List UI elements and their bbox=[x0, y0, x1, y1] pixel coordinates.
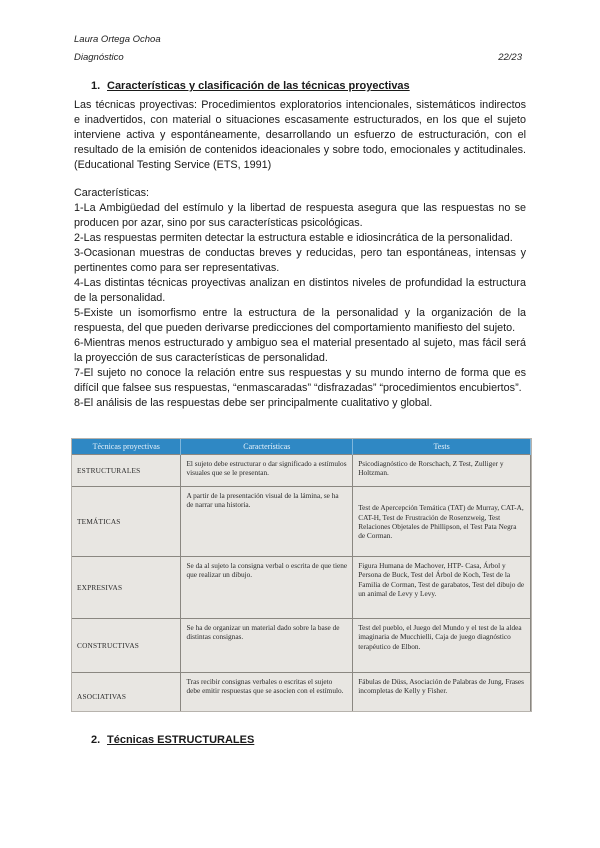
section-1-heading bbox=[91, 80, 410, 92]
table-cell-type: TEMÁTICAS bbox=[72, 487, 181, 557]
section-2-heading bbox=[91, 734, 254, 746]
list-item: 3-Ocasionan muestras de conductas breves y reducidas, pero tan espontáneas, intensas y pertinentes como para ser representativas. bbox=[74, 247, 526, 274]
list-item: 6-Mientras menos estructurado y ambiguo sea el material presentado al sujeto, mas fácil será la proyección de sus características de personalidad. bbox=[74, 337, 526, 364]
table-header-row bbox=[72, 439, 531, 455]
table-header-cell: Técnicas proyectivas bbox=[72, 439, 181, 455]
table-cell-characteristics: Se da al sujeto la consigna verbal o escrita de que tiene que realizar un dibujo. bbox=[181, 557, 353, 619]
table-row bbox=[72, 557, 531, 619]
table-cell-tests: Test de Apercepción Temática (TAT) de Murray, CAT-A, CAT-H, Test de Frustración de Rosenzweig, Test Relaciones Objetales de Phillipson, el Test Pata Negra de Corman. bbox=[353, 487, 531, 557]
list-item: 4-Las distintas técnicas proyectivas analizan en distintos niveles de profundidad la estructura de la personalidad. bbox=[74, 277, 526, 304]
section-1-title: Características y clasificación de las técnicas proyectivas bbox=[107, 80, 410, 92]
characteristics-list bbox=[74, 201, 526, 411]
table-cell-characteristics: A partir de la presentación visual de la lámina, se ha de narrar una historia. bbox=[181, 487, 353, 557]
intro-paragraph: Las técnicas proyectivas: Procedimientos exploratorios intencionales, sistemáticos indirectos e inadvertidos, con material o situaciones escasamente estructurados, en los que el sujeto interviene activa y espontáneamente, desarrollando un esfuerzo de estructuración, con el resultado de la emisión de contenidos ideacionales y sobre todo, emocionales y actitudinales. (Educational Testing Service (ETS, 1991) bbox=[74, 99, 526, 171]
list-item: 7-El sujeto no conoce la relación entre sus respuestas y su mundo interno de forma que es difícil que falsee sus respuestas, “enmascaradas” “disfrazadas” “procedimientos encubiertos”. bbox=[74, 367, 526, 394]
table-cell-type: CONSTRUCTIVAS bbox=[72, 619, 181, 673]
list-item: 5-Existe un isomorfismo entre la estructura de la personalidad y la organización de la respuesta, del que pueden derivarse predicciones del comportamiento manifiesto del sujeto. bbox=[74, 307, 526, 334]
table-row bbox=[72, 487, 531, 557]
list-item: 2-Las respuestas permiten detectar la estructura estable e idiosincrática de la personalidad. bbox=[74, 232, 513, 244]
table-row bbox=[72, 619, 531, 673]
section-2-number: 2. bbox=[91, 734, 101, 746]
table-cell-characteristics: El sujeto debe estructurar o dar significado a estímulos visuales que se le presentan. bbox=[181, 455, 353, 487]
table-cell-tests: Test del pueblo, el Juego del Mundo y el test de la aldea imaginaria de Mucchielli, Caja de juego diagnóstico terapéutico de Elbon. bbox=[353, 619, 531, 673]
characteristics-title: Características: bbox=[74, 187, 149, 199]
section-1-number: 1. bbox=[91, 80, 101, 92]
table-header-cell: Tests bbox=[353, 439, 531, 455]
section-2-title: Técnicas ESTRUCTURALES bbox=[107, 734, 255, 746]
list-item: 8-El análisis de las respuestas debe ser principalmente cualitativo y global. bbox=[74, 397, 433, 409]
table-cell-type: ESTRUCTURALES bbox=[72, 455, 181, 487]
projective-techniques-table bbox=[72, 439, 531, 712]
header-subject: Diagnóstico bbox=[74, 52, 124, 63]
table-header-cell: Características bbox=[181, 439, 353, 455]
table-cell-tests: Figura Humana de Machover, HTP- Casa, Árbol y Persona de Buck, Test del Árbol de Koch, Test de la Familia de Corman, Test de garabatos, Test del dibujo de un animal de Levy y Levy. bbox=[353, 557, 531, 619]
header-page-number: 22/23 bbox=[498, 52, 522, 63]
table-cell-tests: Fábulas de Düss, Asociación de Palabras de Jung, Frases incompletas de Kelly y Fisher. bbox=[353, 673, 531, 713]
projective-techniques-table-image bbox=[71, 438, 532, 712]
table-cell-type: ASOCIATIVAS bbox=[72, 673, 181, 713]
list-item: 1-La Ambigüedad del estímulo y la libertad de respuesta asegura que las respuestas no se producen por azar, sino por sus características psicológicas. bbox=[74, 202, 526, 229]
table-cell-tests: Psicodiagnóstico de Rorschach, Z Test, Zulliger y Holtzman. bbox=[353, 455, 531, 487]
header-author: Laura Ortega Ochoa bbox=[74, 34, 161, 45]
table-cell-characteristics: Se ha de organizar un material dado sobre la base de distintas consignas. bbox=[181, 619, 353, 673]
table-row bbox=[72, 673, 531, 713]
table-cell-characteristics: Tras recibir consignas verbales o escritas el sujeto debe emitir respuestas que se asocien con el estímulo. bbox=[181, 673, 353, 713]
table-row bbox=[72, 455, 531, 487]
table-cell-type: EXPRESIVAS bbox=[72, 557, 181, 619]
